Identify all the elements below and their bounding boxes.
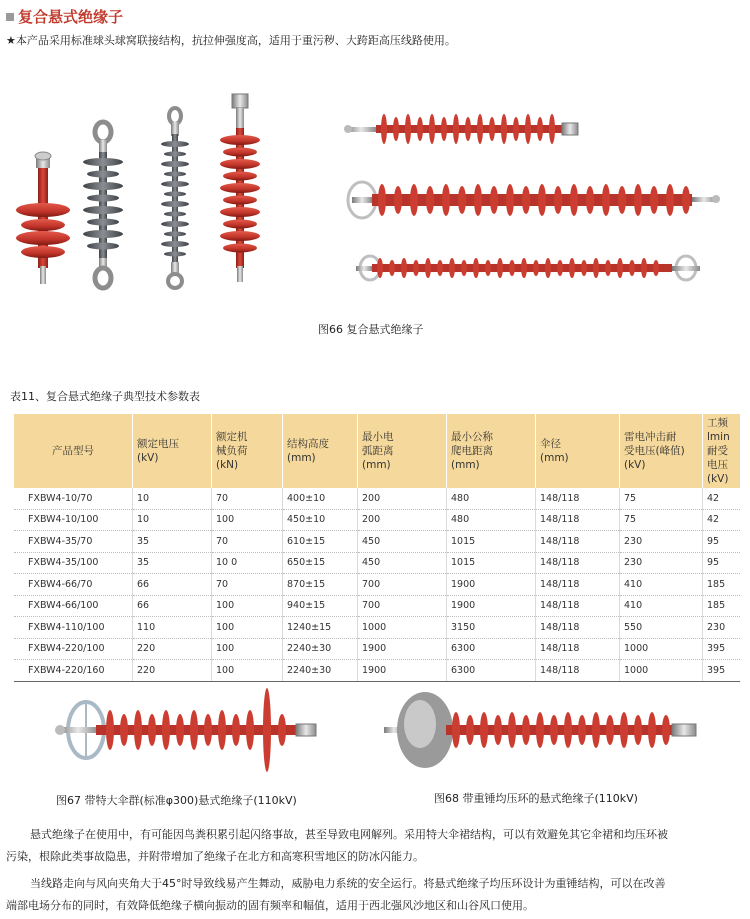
col-arc-distance: 最小电 弧距离 (mm) bbox=[358, 414, 447, 488]
table-cell: 70 bbox=[212, 574, 283, 596]
col-rated-voltage: 额定电压 (kV) bbox=[133, 414, 212, 488]
table-cell: 2240±30 bbox=[283, 660, 358, 682]
table-cell: 1240±15 bbox=[283, 617, 358, 639]
table-cell: 148/118 bbox=[536, 574, 620, 596]
table-cell: FXBW4-66/100 bbox=[14, 595, 133, 617]
table-cell: 100 bbox=[212, 509, 283, 531]
table-cell: FXBW4-10/70 bbox=[14, 488, 133, 509]
table-cell: FXBW4-220/160 bbox=[14, 660, 133, 682]
table-cell: 95 bbox=[703, 552, 741, 574]
figure-67-68-photo bbox=[0, 680, 750, 780]
table-cell: 148/118 bbox=[536, 617, 620, 639]
table-caption: 表11、复合悬式绝缘子典型技术参数表 bbox=[10, 390, 200, 403]
table-cell: 395 bbox=[703, 638, 741, 660]
insulator-horizontal-1 bbox=[344, 114, 578, 144]
table-cell: 35 bbox=[133, 531, 212, 553]
table-cell: 100 bbox=[212, 660, 283, 682]
figure-68-caption: 图68 带重锤均压环的悬式绝缘子(110kV) bbox=[434, 792, 638, 805]
table-cell: 10 0 bbox=[212, 552, 283, 574]
table-cell: 1900 bbox=[358, 660, 447, 682]
table-cell: 148/118 bbox=[536, 488, 620, 509]
insulator-horizontal-3 bbox=[356, 256, 700, 280]
col-mech-load: 额定机 械负荷 (kN) bbox=[212, 414, 283, 488]
col-shed-diameter: 伞径 (mm) bbox=[536, 414, 620, 488]
table-cell: 10 bbox=[133, 509, 212, 531]
table-cell: 450±10 bbox=[283, 509, 358, 531]
table-cell: 1015 bbox=[447, 552, 536, 574]
table-cell: 230 bbox=[703, 617, 741, 639]
table-row bbox=[14, 617, 740, 639]
table-cell: 100 bbox=[212, 595, 283, 617]
table-cell: 66 bbox=[133, 574, 212, 596]
table-cell: 6300 bbox=[447, 660, 536, 682]
spec-table bbox=[14, 414, 740, 682]
table-cell: 148/118 bbox=[536, 509, 620, 531]
table-cell: 700 bbox=[358, 595, 447, 617]
table-row bbox=[14, 595, 740, 617]
table-cell: 610±15 bbox=[283, 531, 358, 553]
table-cell: 200 bbox=[358, 488, 447, 509]
table-cell: 2240±30 bbox=[283, 638, 358, 660]
table-cell: 480 bbox=[447, 488, 536, 509]
figure-66-caption: 图66 复合悬式绝缘子 bbox=[318, 323, 424, 336]
table-cell: 940±15 bbox=[283, 595, 358, 617]
table-cell: 1000 bbox=[358, 617, 447, 639]
table-row bbox=[14, 552, 740, 574]
table-cell: 870±15 bbox=[283, 574, 358, 596]
intro-text: ★本产品采用标准球头球窝联接结构，抗拉伸强度高，适用于重污秽、大跨距高压线路使用。 bbox=[6, 34, 456, 47]
table-cell: FXBW4-110/100 bbox=[14, 617, 133, 639]
table-cell: 1900 bbox=[447, 574, 536, 596]
table-cell: 70 bbox=[212, 531, 283, 553]
table-cell: 148/118 bbox=[536, 531, 620, 553]
figure-66-photo bbox=[0, 80, 750, 300]
table-cell: 10 bbox=[133, 488, 212, 509]
section-title-text: 复合悬式绝缘子 bbox=[18, 8, 124, 26]
table-cell: 1000 bbox=[620, 660, 703, 682]
table-cell: 220 bbox=[133, 638, 212, 660]
table-cell: FXBW4-10/100 bbox=[14, 509, 133, 531]
table-cell: 42 bbox=[703, 488, 741, 509]
table-cell: 42 bbox=[703, 509, 741, 531]
col-lightning-impulse: 雷电冲击耐 受电压(峰值) (kV) bbox=[620, 414, 703, 488]
table-cell: 95 bbox=[703, 531, 741, 553]
table-cell: 6300 bbox=[447, 638, 536, 660]
table-row bbox=[14, 488, 740, 509]
table-header-row bbox=[14, 414, 740, 488]
table-cell: 550 bbox=[620, 617, 703, 639]
table-cell: 185 bbox=[703, 574, 741, 596]
bullet-square-icon bbox=[6, 13, 14, 21]
table-cell: 148/118 bbox=[536, 595, 620, 617]
table-cell: FXBW4-66/70 bbox=[14, 574, 133, 596]
table-cell: FXBW4-35/70 bbox=[14, 531, 133, 553]
table-row bbox=[14, 660, 740, 682]
col-power-frequency: 工频lmin 耐受电压 (kV) bbox=[703, 414, 741, 488]
insulator-heavy-hammer bbox=[384, 692, 696, 768]
insulator-gray-tall bbox=[161, 108, 189, 288]
section-title bbox=[6, 6, 123, 27]
table-cell: 75 bbox=[620, 488, 703, 509]
insulator-horizontal-2 bbox=[348, 182, 720, 218]
paragraph-1-line-1: 悬式绝缘子在使用中，有可能因鸟粪积累引起闪络事故，甚至导致电网解列。采用特大伞裙结构，可以有效避免其它伞裙和均压环被 bbox=[30, 828, 668, 841]
insulator-gray-eye bbox=[83, 122, 123, 288]
table-cell: 66 bbox=[133, 595, 212, 617]
col-creepage: 最小公称 爬电距离 (mm) bbox=[447, 414, 536, 488]
paragraph-1-line-2: 污染，根除此类事故隐患，并附带增加了绝缘子在北方和高寒积雪地区的防冰闪能力。 bbox=[6, 850, 424, 863]
table-row bbox=[14, 531, 740, 553]
insulator-large-umbrella bbox=[55, 688, 316, 772]
paragraph-2-line-1: 当线路走向与风向夹角大于45°时导致线易产生舞动，威胁电力系统的安全运行。将悬式绝缘子均压环设计为重锤结构，可以在改善 bbox=[30, 877, 666, 890]
table-cell: 1000 bbox=[620, 638, 703, 660]
col-model: 产品型号 bbox=[14, 414, 133, 488]
table-row bbox=[14, 509, 740, 531]
figure-67-caption: 图67 带特大伞群(标准φ300)悬式绝缘子(110kV) bbox=[56, 794, 297, 807]
table-cell: 148/118 bbox=[536, 552, 620, 574]
table-cell: 410 bbox=[620, 595, 703, 617]
table-cell: 400±10 bbox=[283, 488, 358, 509]
table-row bbox=[14, 574, 740, 596]
table-cell: 110 bbox=[133, 617, 212, 639]
table-cell: 70 bbox=[212, 488, 283, 509]
table-cell: 100 bbox=[212, 617, 283, 639]
table-cell: 230 bbox=[620, 531, 703, 553]
table-cell: 148/118 bbox=[536, 638, 620, 660]
table-cell: 1015 bbox=[447, 531, 536, 553]
table-row bbox=[14, 638, 740, 660]
table-cell: 1900 bbox=[447, 595, 536, 617]
table-cell: 35 bbox=[133, 552, 212, 574]
table-cell: 100 bbox=[212, 638, 283, 660]
table-cell: 3150 bbox=[447, 617, 536, 639]
table-cell: 200 bbox=[358, 509, 447, 531]
table-cell: 480 bbox=[447, 509, 536, 531]
paragraph-2-line-2: 端部电场分布的同时，有效降低绝缘子横向振动的固有频率和幅值，适用于西北强风沙地区和山谷风口使用。 bbox=[6, 899, 534, 912]
table-cell: 450 bbox=[358, 531, 447, 553]
table-cell: 185 bbox=[703, 595, 741, 617]
table-cell: FXBW4-35/100 bbox=[14, 552, 133, 574]
table-cell: 450 bbox=[358, 552, 447, 574]
table-cell: 1900 bbox=[358, 638, 447, 660]
table-cell: 700 bbox=[358, 574, 447, 596]
table-cell: 148/118 bbox=[536, 660, 620, 682]
table-cell: 410 bbox=[620, 574, 703, 596]
table-cell: FXBW4-220/100 bbox=[14, 638, 133, 660]
insulator-short-red bbox=[16, 152, 70, 284]
table-cell: 220 bbox=[133, 660, 212, 682]
table-cell: 395 bbox=[703, 660, 741, 682]
table-cell: 75 bbox=[620, 509, 703, 531]
table-cell: 650±15 bbox=[283, 552, 358, 574]
table-cell: 230 bbox=[620, 552, 703, 574]
col-height: 结构高度 (mm) bbox=[283, 414, 358, 488]
insulator-red-tall bbox=[220, 94, 260, 282]
